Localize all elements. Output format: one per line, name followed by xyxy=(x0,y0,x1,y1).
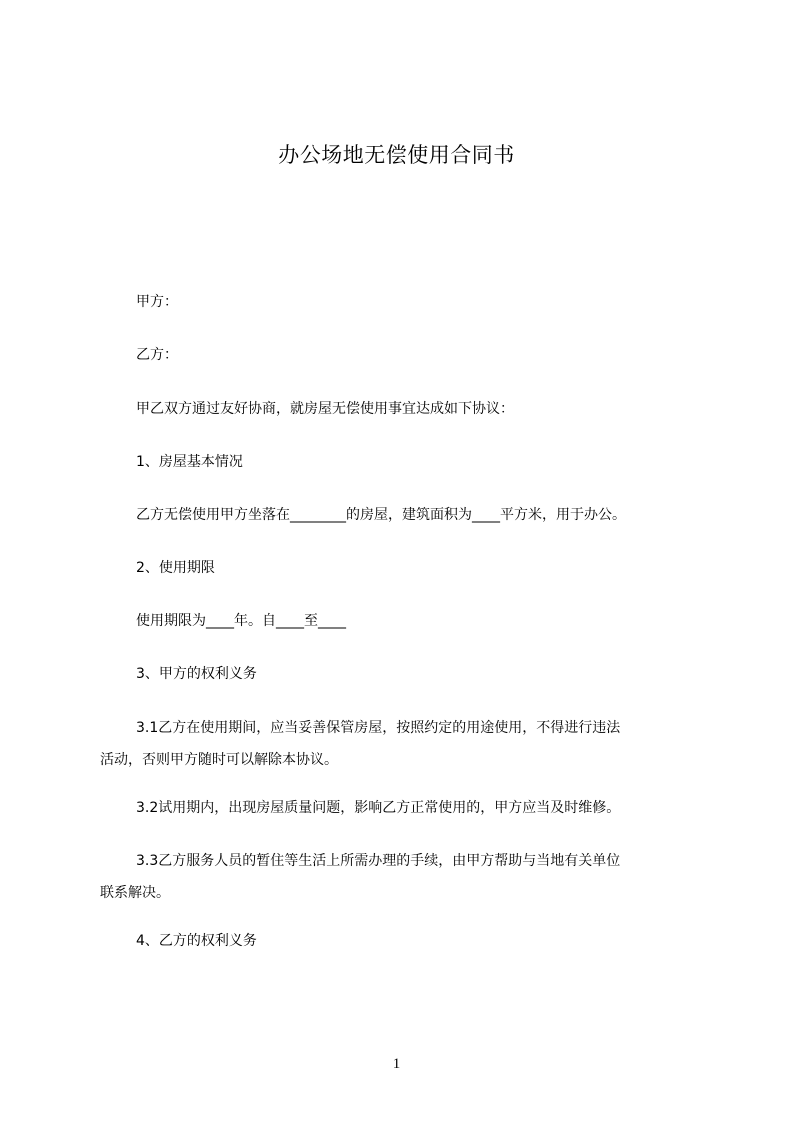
clause-3-2: 3.2试用期内，出现房屋质量问题，影响乙方正常使用的，甲方应当及时维修。 xyxy=(136,800,621,816)
page-number: 1 xyxy=(392,1056,401,1072)
section-2-heading: 2、使用期限 xyxy=(136,560,215,576)
party-b-line: 乙方： xyxy=(136,347,178,363)
clause-3-1-line-2: 活动，否则甲方随时可以解除本协议。 xyxy=(100,752,338,768)
section-2-text: 使用期限为____年。自____至____ xyxy=(136,613,346,629)
clause-3-1 xyxy=(100,712,706,776)
section-1-text: 乙方无偿使用甲方坐落在________的房屋，建筑面积为____平方米，用于办公。 xyxy=(136,507,626,523)
clause-3-3-line-2: 联系解决。 xyxy=(100,885,170,901)
document-title: 办公场地无偿使用合同书 xyxy=(278,143,515,167)
clause-3-3-line-1: 3.3乙方服务人员的暂住等生活上所需办理的手续，由甲方帮助与当地有关单位 xyxy=(136,853,621,869)
clause-3-3 xyxy=(100,845,706,909)
section-4-heading: 4、乙方的权利义务 xyxy=(136,933,257,949)
section-1-heading: 1、房屋基本情况 xyxy=(136,454,243,470)
clause-3-1-line-1: 3.1乙方在使用期间，应当妥善保管房屋，按照约定的用途使用，不得进行违法 xyxy=(136,720,621,736)
section-3-heading: 3、甲方的权利义务 xyxy=(136,666,257,682)
intro-paragraph: 甲乙双方通过友好协商，就房屋无偿使用事宜达成如下协议： xyxy=(136,401,514,417)
party-a-line: 甲方： xyxy=(136,294,178,310)
